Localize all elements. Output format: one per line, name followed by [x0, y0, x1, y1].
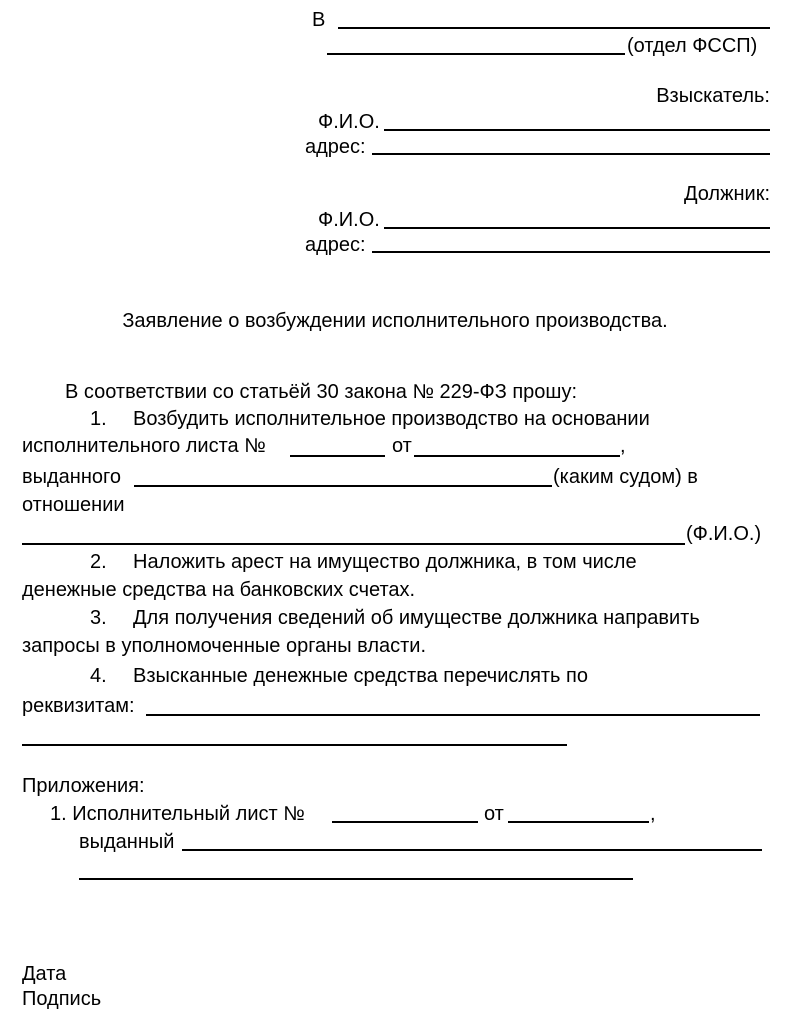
fssp-dept-line-1[interactable] [338, 27, 770, 29]
writ-date-label: от [392, 435, 412, 457]
issued-by-label: выданного [22, 466, 121, 488]
writ-date-line[interactable] [414, 455, 620, 457]
writ-date-comma: , [620, 435, 626, 457]
attachment1-issued-line-1[interactable] [182, 849, 762, 851]
item1-number: 1. [90, 408, 107, 430]
issued-by-court-note: (каким судом) в [553, 466, 698, 488]
item3-text-line2: запросы в уполномоченные органы власти. [22, 635, 427, 657]
writ-number-label: исполнительного листа № [22, 435, 266, 457]
signature-label: Подпись [22, 988, 102, 1010]
bank-details-line-1[interactable] [146, 714, 760, 716]
attachment1-date-line[interactable] [508, 821, 649, 823]
claimant-name-line[interactable] [384, 129, 770, 131]
attachment1-comma: , [650, 803, 656, 825]
debtor-fio-line[interactable] [22, 543, 685, 545]
item2-number: 2. [90, 551, 107, 573]
bank-details-label: реквизитам: [22, 695, 135, 717]
intro-text: В соответствии со статьёй 30 закона № 229-ФЗ прошу: [65, 381, 578, 403]
debtor-name-line[interactable] [384, 227, 770, 229]
document-title: Заявление о возбуждении исполнительного производства. [122, 310, 668, 332]
item2-text: Наложить арест на имущество должника, в том числе [133, 551, 637, 573]
item3-text: Для получения сведений об имуществе должника направить [133, 607, 700, 629]
bank-details-line-2[interactable] [22, 744, 567, 746]
attachment1-number-line[interactable] [332, 821, 478, 823]
item3-number: 3. [90, 607, 107, 629]
claimant-title: Взыскатель: [656, 85, 770, 107]
debtor-title: Должник: [683, 183, 770, 205]
claimant-address-label: адрес: [305, 136, 366, 158]
item1-text: Возбудить исполнительное производство на основании [133, 408, 650, 430]
date-label: Дата [22, 963, 67, 985]
debtor-name-label: Ф.И.О. [318, 209, 380, 231]
attachment1-date-label: от [484, 803, 504, 825]
attachment1-label: 1. Исполнительный лист № [50, 803, 305, 825]
writ-number-line[interactable] [290, 455, 385, 457]
issued-by-line[interactable] [134, 485, 552, 487]
fssp-dept-line-2[interactable] [327, 53, 625, 55]
debtor-address-line[interactable] [372, 251, 770, 253]
claimant-address-line[interactable] [372, 153, 770, 155]
item2-text-line2: денежные средства на банковских счетах. [22, 579, 416, 601]
item4-text: Взысканные денежные средства перечислять по [133, 665, 588, 687]
attachment1-issued-line-2[interactable] [79, 878, 633, 880]
in-respect-of-label: отношении [22, 494, 125, 516]
fssp-suffix: (отдел ФССП) [627, 35, 758, 57]
attachment1-issued-label: выданный [79, 831, 175, 853]
to-prefix: В [312, 9, 326, 31]
claimant-name-label: Ф.И.О. [318, 111, 380, 133]
item4-number: 4. [90, 665, 107, 687]
debtor-address-label: адрес: [305, 234, 366, 256]
attachments-title: Приложения: [22, 775, 145, 797]
debtor-fio-note: (Ф.И.О.) [686, 523, 762, 545]
